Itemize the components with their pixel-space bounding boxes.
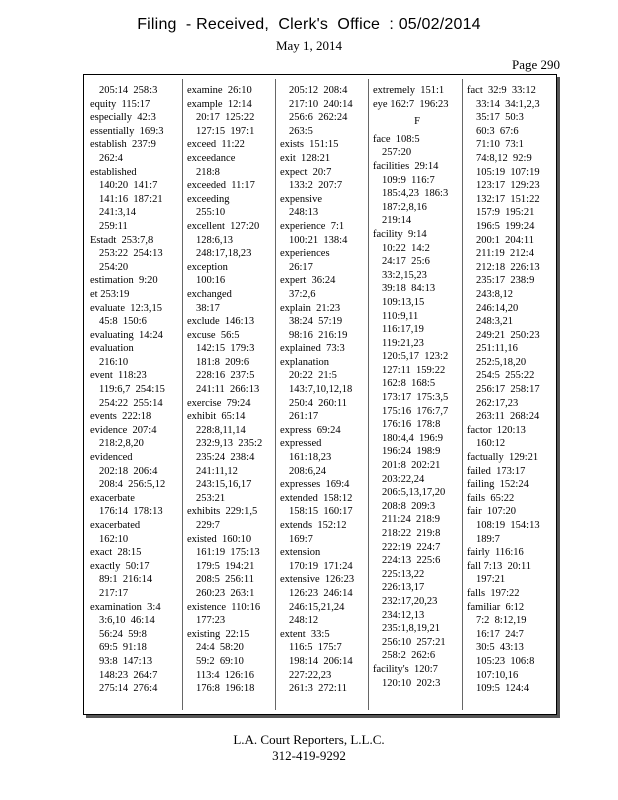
index-reference: 158:15 160:17 xyxy=(289,506,353,518)
index-reference: 110:9,11 xyxy=(382,310,419,322)
index-entry: examination 3:4 xyxy=(90,601,161,613)
index-reference: 250:4 260:11 xyxy=(289,397,347,409)
index-entry: expert 36:24 xyxy=(280,275,336,287)
index-reference: 177:23 xyxy=(196,615,226,627)
index-reference: 74:8,12 92:9 xyxy=(476,152,532,164)
index-reference: 89:1 216:14 xyxy=(99,574,153,586)
index-entry: factor 120:13 xyxy=(467,424,526,436)
document-date: May 1, 2014 xyxy=(275,38,343,53)
reporter-phone: 312-419-9292 xyxy=(272,748,346,763)
index-entry: experience 7:1 xyxy=(280,220,345,232)
index-reference: 127:15 197:1 xyxy=(196,125,255,137)
index-entry: exact 28:15 xyxy=(90,547,142,559)
index-reference: 105:23 106:8 xyxy=(476,655,535,667)
index-reference: 38:17 xyxy=(196,302,220,314)
column-divider xyxy=(275,79,276,710)
index-entry: falls 197:22 xyxy=(467,587,520,599)
column-divider xyxy=(368,79,369,710)
index-reference: 252:5,18,20 xyxy=(476,356,527,368)
index-entry: express 69:24 xyxy=(280,424,341,436)
index-reference: 256:10 257:21 xyxy=(382,636,446,648)
index-reference: 243:8,12 xyxy=(476,288,514,300)
index-entry: failed 173:17 xyxy=(467,465,526,477)
index-reference: 217:17 xyxy=(99,587,129,599)
index-reference: 127:11 159:22 xyxy=(382,364,446,376)
index-column-3 xyxy=(278,84,370,696)
index-entry: exceedance xyxy=(187,152,236,164)
index-reference: 241:3,14 xyxy=(99,207,137,219)
index-reference: 254:22 255:14 xyxy=(99,397,163,409)
index-reference: 120:5,17 123:2 xyxy=(382,351,449,363)
index-reference: 208:8 209:3 xyxy=(382,500,436,512)
index-column-1 xyxy=(88,84,180,696)
index-reference: 229:7 xyxy=(196,520,220,531)
index-reference: 30:5 43:13 xyxy=(476,642,524,654)
index-entry: example 12:14 xyxy=(187,98,252,110)
index-reference: 181:8 209:6 xyxy=(196,356,250,368)
index-reference: 262:17,23 xyxy=(476,397,519,409)
index-entry: exclude 146:13 xyxy=(187,316,255,328)
index-reference: 20:22 21:5 xyxy=(289,370,337,382)
index-reference: 241:11,12 xyxy=(196,465,238,477)
index-entry: essentially 169:3 xyxy=(90,125,164,137)
index-reference: 216:10 xyxy=(99,356,129,368)
index-reference: 262:4 xyxy=(99,152,123,164)
index-reference: 189:7 xyxy=(476,533,500,545)
index-entry: face 108:5 xyxy=(373,133,420,145)
index-entry: exceeding xyxy=(187,193,230,205)
index-reference: 196:24 198:9 xyxy=(382,446,441,458)
index-reference: 3:6,10 46:14 xyxy=(99,615,155,627)
index-reference: 248:3,21 xyxy=(476,316,514,328)
index-entry: expressed xyxy=(280,438,322,450)
reporter-company: L.A. Court Reporters, L.L.C. xyxy=(233,732,385,747)
index-reference: 263:5 xyxy=(289,125,313,137)
index-reference: 142:15 179:3 xyxy=(196,343,255,355)
index-entry: extremely 151:1 xyxy=(373,85,445,96)
index-entry: exercise 79:24 xyxy=(187,397,251,409)
index-entry: exchanged xyxy=(187,288,232,300)
index-reference: 175:16 176:7,7 xyxy=(382,405,449,417)
index-reference: 128:6,13 xyxy=(196,234,234,246)
index-entry: existence 110:16 xyxy=(187,601,261,613)
index-reference: 56:24 59:8 xyxy=(99,628,147,640)
index-reference: 198:14 206:14 xyxy=(289,655,353,667)
index-reference: 248:17,18,23 xyxy=(196,248,252,260)
index-reference: 200:1 204:11 xyxy=(476,234,534,246)
index-reference: 161:18,23 xyxy=(289,452,332,464)
index-entry: factually 129:21 xyxy=(467,452,539,464)
index-entry: expensive xyxy=(280,193,322,205)
index-reference: 228:8,11,14 xyxy=(196,424,246,436)
index-reference: 109:9 116:7 xyxy=(382,174,435,186)
index-entry: establish 237:9 xyxy=(90,139,156,151)
index-reference: 38:24 57:19 xyxy=(289,316,343,328)
index-reference: 251:11,16 xyxy=(476,343,518,355)
index-reference: 253:21 xyxy=(196,492,226,504)
index-entry: exceeded 11:17 xyxy=(187,180,255,192)
index-reference: 170:19 171:24 xyxy=(289,560,353,572)
index-reference: 160:12 xyxy=(476,438,506,450)
index-reference: 261:17 xyxy=(289,411,319,423)
index-reference: 120:10 202:3 xyxy=(382,677,441,689)
index-reference: 100:16 xyxy=(196,275,226,287)
index-reference: 140:20 141:7 xyxy=(99,180,158,192)
index-reference: 98:16 216:19 xyxy=(289,329,348,341)
index-reference: 109:13,15 xyxy=(382,296,425,308)
index-reference: 180:4,4 196:9 xyxy=(382,432,443,444)
index-entry: extensive 126:23 xyxy=(280,574,355,586)
index-reference: 196:5 199:24 xyxy=(476,220,535,232)
index-reference: 162:8 168:5 xyxy=(382,378,436,390)
index-reference: 263:11 268:24 xyxy=(476,411,540,423)
index-reference: 255:10 xyxy=(196,207,226,219)
page-number: Page 290 xyxy=(511,57,560,72)
index-reference: 248:12 xyxy=(289,615,319,627)
index-entry: eye 162:7 196:23 xyxy=(373,98,449,110)
index-column-5 xyxy=(465,84,557,696)
index-entry: excuse 56:5 xyxy=(187,329,240,341)
index-entry: failing 152:24 xyxy=(467,479,529,491)
index-reference: 133:2 207:7 xyxy=(289,180,343,192)
index-reference: 205:12 208:4 xyxy=(289,85,348,96)
index-reference: 254:5 255:22 xyxy=(476,370,535,382)
index-reference: 113:4 126:16 xyxy=(196,669,254,681)
index-entry: exception xyxy=(187,261,228,273)
index-reference: 116:5 175:7 xyxy=(289,642,342,654)
index-reference: 211:19 212:4 xyxy=(476,248,534,260)
index-entry: evaluation xyxy=(90,343,134,355)
index-reference: 232:9,13 235:2 xyxy=(196,438,263,450)
index-reference: 211:24 218:9 xyxy=(382,514,440,526)
index-entry: explanation xyxy=(280,356,329,368)
index-reference: 249:21 250:23 xyxy=(476,329,540,341)
index-reference: 161:19 175:13 xyxy=(196,547,260,559)
index-reference: 234:12,13 xyxy=(382,609,425,621)
index-reference: 218:22 219:8 xyxy=(382,528,441,539)
index-reference: 225:13,22 xyxy=(382,568,425,580)
index-entry: fails 65:22 xyxy=(467,492,515,504)
index-reference: 157:9 195:21 xyxy=(476,207,535,219)
index-reference: 105:19 107:19 xyxy=(476,166,540,178)
index-reference: 59:2 69:10 xyxy=(196,655,244,667)
index-reference: 248:13 xyxy=(289,207,319,219)
index-reference: 123:17 129:23 xyxy=(476,180,540,192)
index-reference: 45:8 150:6 xyxy=(99,316,147,328)
index-reference: 33:14 34:1,2,3 xyxy=(476,98,540,110)
index-entry: evidenced xyxy=(90,452,133,464)
index-entry: equity 115:17 xyxy=(90,98,151,110)
filing-stamp: Filing - Received, Clerk's Office : 05/02/2014 xyxy=(137,16,481,33)
index-entry: evidence 207:4 xyxy=(90,424,157,436)
index-reference: 256:6 262:24 xyxy=(289,112,348,124)
index-entry: extends 152:12 xyxy=(280,520,347,531)
index-entry: exacerbate xyxy=(90,492,135,504)
index-entry: explained 73:3 xyxy=(280,343,345,355)
index-reference: 20:17 125:22 xyxy=(196,112,255,124)
index-reference: 173:17 175:3,5 xyxy=(382,392,449,404)
index-reference: 232:17,20,23 xyxy=(382,595,438,607)
index-entry: exceed 11:22 xyxy=(187,139,245,151)
index-reference: 179:5 194:21 xyxy=(196,560,255,572)
index-reference: 60:3 67:6 xyxy=(476,125,519,137)
index-reference: 185:4,23 186:3 xyxy=(382,188,449,200)
index-frame xyxy=(83,74,557,715)
index-reference: 235:1,8,19,21 xyxy=(382,623,441,635)
column-divider xyxy=(462,79,463,710)
index-reference: 246:15,21,24 xyxy=(289,601,345,613)
index-entry: extended 158:12 xyxy=(280,492,353,504)
index-entry: excellent 127:20 xyxy=(187,220,260,232)
index-entry: Estadt 253:7,8 xyxy=(90,234,154,246)
index-entry: especially 42:3 xyxy=(90,112,156,124)
index-entry: exit 128:21 xyxy=(280,152,331,164)
index-entry: extension xyxy=(280,547,321,559)
index-entry: evaluating 14:24 xyxy=(90,329,163,341)
index-entry: et 253:19 xyxy=(90,288,130,300)
index-entry: exhibits 229:1,5 xyxy=(187,506,258,518)
section-letter: F xyxy=(414,116,420,128)
index-entry: event 118:23 xyxy=(90,370,147,382)
index-reference: 228:16 237:5 xyxy=(196,370,255,382)
index-reference: 176:16 178:8 xyxy=(382,419,441,431)
index-reference: 208:5 256:11 xyxy=(196,574,254,586)
index-entry: familiar 6:12 xyxy=(467,601,525,613)
index-reference: 109:5 124:4 xyxy=(476,683,530,695)
index-reference: 119:21,23 xyxy=(382,337,424,349)
index-reference: 116:17,19 xyxy=(382,324,424,336)
index-reference: 203:22,24 xyxy=(382,473,425,485)
index-reference: 256:17 258:17 xyxy=(476,384,540,396)
index-reference: 119:6,7 254:15 xyxy=(99,384,165,396)
column-divider xyxy=(182,79,183,710)
index-reference: 132:17 151:22 xyxy=(476,193,540,205)
index-entry: exhibit 65:14 xyxy=(187,411,246,423)
index-entry: expresses 169:4 xyxy=(280,479,350,491)
index-reference: 218:8 xyxy=(196,166,220,178)
index-reference: 39:18 84:13 xyxy=(382,283,436,295)
index-reference: 224:13 225:6 xyxy=(382,555,441,567)
index-reference: 205:14 258:3 xyxy=(99,85,158,96)
index-reference: 201:8 202:21 xyxy=(382,460,441,472)
index-reference: 26:17 xyxy=(289,261,313,273)
index-entry: exists 151:15 xyxy=(280,139,339,151)
index-entry: facility's 120:7 xyxy=(373,663,438,675)
index-entry: explain 21:23 xyxy=(280,302,341,314)
index-reference: 126:23 246:14 xyxy=(289,587,353,599)
index-reference: 143:7,10,12,18 xyxy=(289,384,353,396)
index-reference: 93:8 147:13 xyxy=(99,655,153,667)
index-reference: 243:15,16,17 xyxy=(196,479,252,491)
index-entry: evaluate 12:3,15 xyxy=(90,302,163,314)
index-reference: 24:4 58:20 xyxy=(196,642,244,654)
index-reference: 187:2,8,16 xyxy=(382,201,427,213)
index-entry: exacerbated xyxy=(90,520,141,531)
index-reference: 176:8 196:18 xyxy=(196,683,255,695)
index-entry: events 222:18 xyxy=(90,411,152,423)
index-reference: 235:24 238:4 xyxy=(196,452,255,464)
index-entry: extent 33:5 xyxy=(280,628,330,640)
index-reference: 108:19 154:13 xyxy=(476,520,540,531)
index-reference: 33:2,15,23 xyxy=(382,269,427,281)
index-reference: 253:22 254:13 xyxy=(99,248,163,260)
index-entry: existed 160:10 xyxy=(187,533,252,545)
index-reference: 275:14 276:4 xyxy=(99,683,158,695)
index-reference: 148:23 264:7 xyxy=(99,669,158,681)
index-reference: 24:17 25:6 xyxy=(382,256,430,268)
index-entry: examine 26:10 xyxy=(187,85,252,96)
index-reference: 254:20 xyxy=(99,261,129,273)
index-reference: 162:10 xyxy=(99,533,129,545)
index-column-2 xyxy=(185,84,277,696)
index-entry: facilities 29:14 xyxy=(373,160,439,172)
index-entry: established xyxy=(90,166,137,178)
index-reference: 217:10 240:14 xyxy=(289,98,353,110)
index-reference: 69:5 91:18 xyxy=(99,642,147,654)
index-entry: facility 9:14 xyxy=(373,228,427,240)
index-reference: 222:19 224:7 xyxy=(382,541,441,553)
index-entry: expect 20:7 xyxy=(280,166,332,178)
index-entry: exactly 50:17 xyxy=(90,560,150,572)
index-reference: 197:21 xyxy=(476,574,506,586)
index-reference: 259:11 xyxy=(99,220,128,232)
index-reference: 35:17 50:3 xyxy=(476,112,524,124)
index-reference: 141:16 187:21 xyxy=(99,193,163,205)
index-reference: 227:22,23 xyxy=(289,669,332,681)
index-reference: 206:5,13,17,20 xyxy=(382,487,446,499)
index-entry: fact 32:9 33:12 xyxy=(467,85,536,96)
index-reference: 246:14,20 xyxy=(476,302,519,314)
index-reference: 261:3 272:11 xyxy=(289,683,347,695)
index-reference: 169:7 xyxy=(289,533,313,545)
index-reference: 208:6,24 xyxy=(289,465,327,477)
index-entry: experiences xyxy=(280,248,330,260)
index-reference: 10:22 14:2 xyxy=(382,242,430,254)
index-reference: 7:2 8:12,19 xyxy=(476,615,527,627)
index-reference: 107:10,16 xyxy=(476,669,519,681)
index-reference: 16:17 24:7 xyxy=(476,628,524,640)
index-reference: 235:17 238:9 xyxy=(476,275,535,287)
index-reference: 260:23 263:1 xyxy=(196,587,255,599)
index-reference: 71:10 73:1 xyxy=(476,139,524,151)
index-reference: 226:13,17 xyxy=(382,582,425,594)
index-reference: 37:2,6 xyxy=(289,288,316,300)
index-reference: 208:4 256:5,12 xyxy=(99,479,166,491)
index-reference: 258:2 262:6 xyxy=(382,650,436,662)
index-reference: 176:14 178:13 xyxy=(99,506,163,518)
index-entry: estimation 9:20 xyxy=(90,275,158,287)
index-reference: 202:18 206:4 xyxy=(99,465,158,477)
index-reference: 241:11 266:13 xyxy=(196,384,260,396)
index-entry: fall 7:13 20:11 xyxy=(467,560,532,572)
index-reference: 218:2,8,20 xyxy=(99,438,144,450)
index-reference: 257:20 xyxy=(382,147,412,159)
index-entry: fair 107:20 xyxy=(467,506,516,518)
index-reference: 212:18 226:13 xyxy=(476,261,540,273)
index-reference: 219:14 xyxy=(382,215,412,227)
index-entry: fairly 116:16 xyxy=(467,547,524,559)
index-entry: existing 22:15 xyxy=(187,628,250,640)
index-reference: 100:21 138:4 xyxy=(289,234,348,246)
index-column-4 xyxy=(371,84,463,690)
